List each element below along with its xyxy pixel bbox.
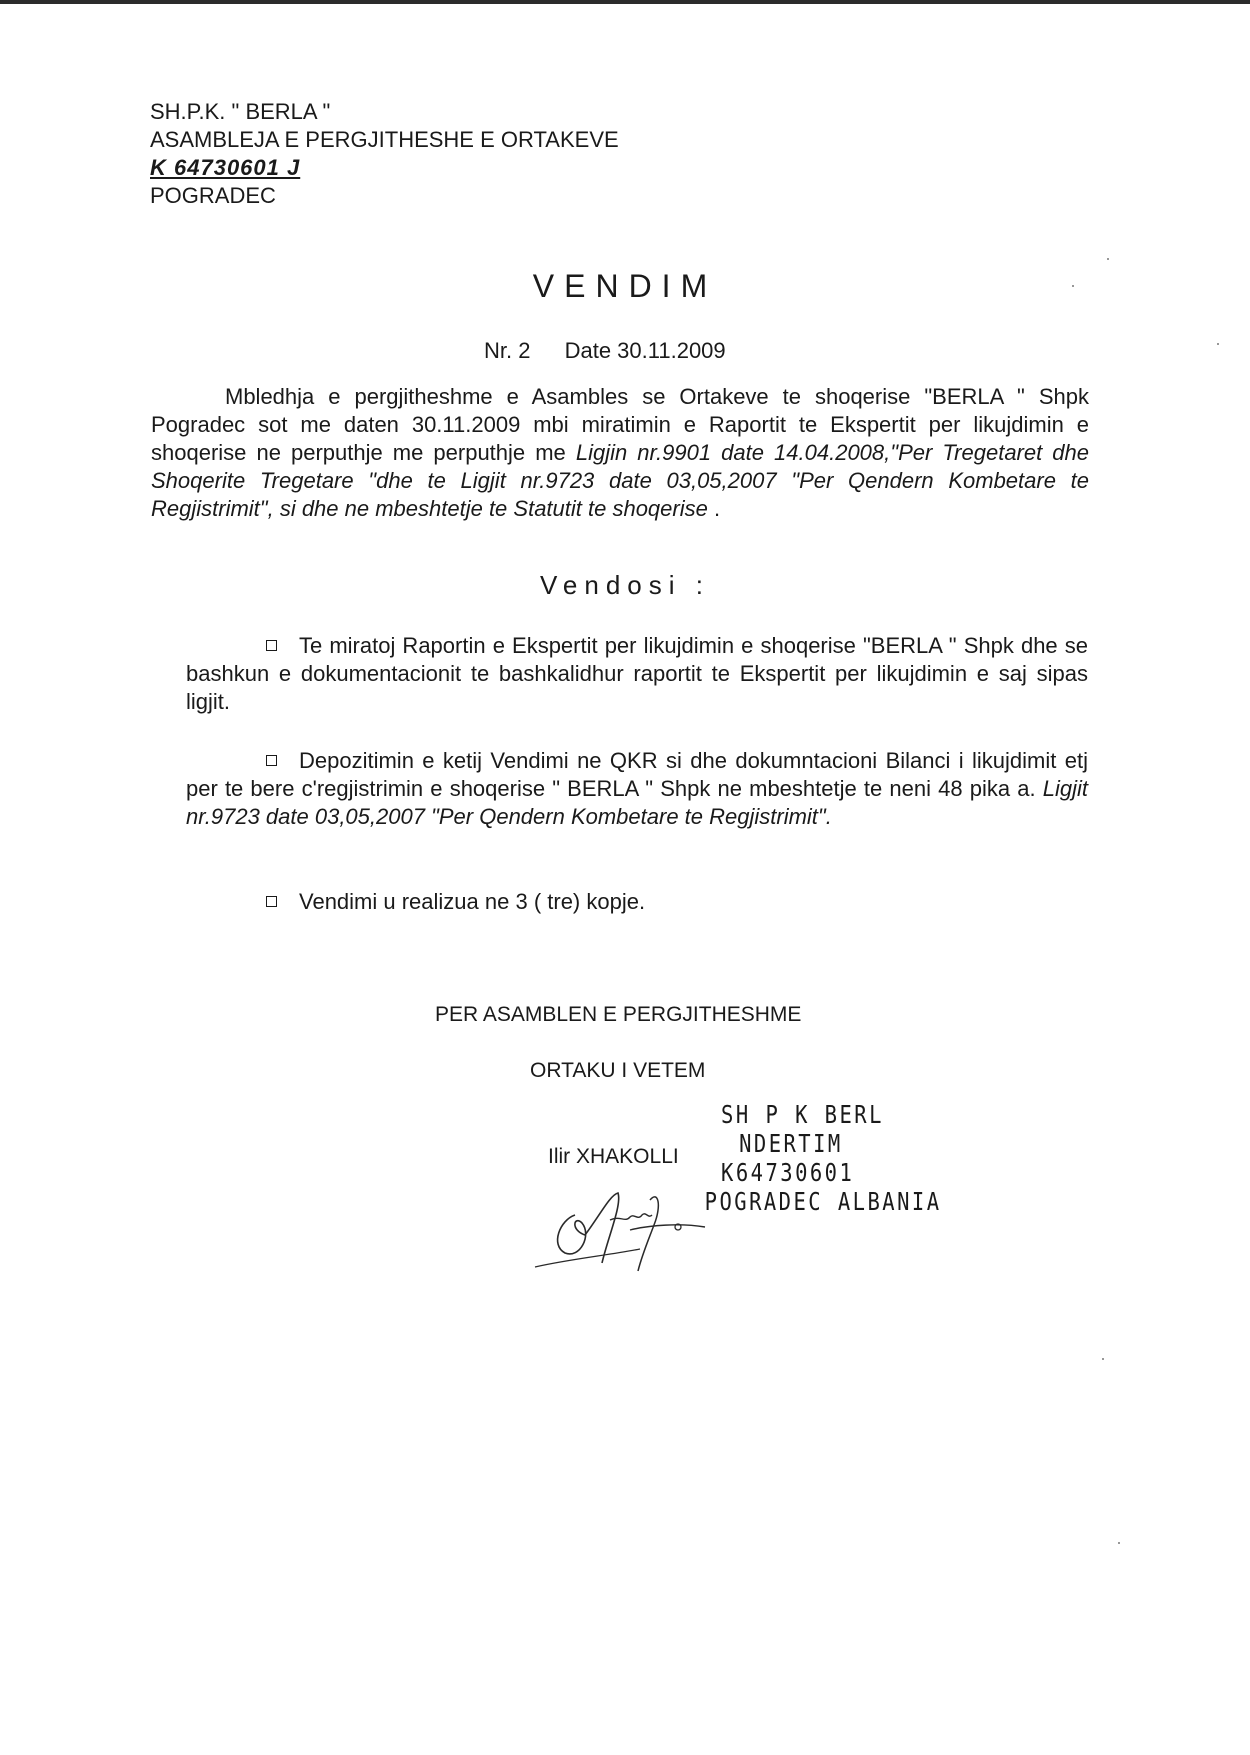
for-assembly-label: PER ASAMBLEN E PERGJITHESHME (435, 1003, 802, 1026)
stamp-line-activity: NDERTIM (739, 1129, 843, 1158)
registration-number: K 64730601 J (150, 155, 301, 180)
decision-item (186, 632, 1088, 716)
intro-law-reference: Ligjin nr.9901 date 14.04.2008,"Per Tregetaret dhe Shoqerite Tregetare "dhe te Ligjit nr.9723 date 03,05,2007 "Per Qendern Kombetare te Regjistrimit", si dhe ne mbeshtetje te Statutit te shoqerise (151, 440, 1089, 521)
document-header (150, 98, 619, 210)
checkbox-bullet-icon (266, 640, 277, 651)
decision-item-text: Vendimi u realizua ne 3 ( tre) kopje. (299, 889, 646, 914)
city-name: POGRADEC (150, 183, 276, 208)
page-top-edge (0, 0, 1250, 4)
sole-partner-label: ORTAKU I VETEM (530, 1059, 706, 1082)
stamp-line-company: SH P K BERL (721, 1100, 884, 1129)
document-title: VENDIM (532, 268, 718, 304)
company-stamp (694, 1100, 941, 1216)
decision-item-text: Te miratoj Raportin e Ekspertit per likujdimin e shoqerise "BERLA " Shpk dhe se bashkun e dokumentacionit te bashkalidhur raportit te Ekspertit per likujdimin e saj sipas ligjit. (186, 633, 1088, 714)
decision-number-line (484, 338, 726, 364)
checkbox-bullet-icon (266, 896, 277, 907)
intro-end: . (707, 496, 721, 521)
assembly-name: ASAMBLEJA E PERGJITHESHE E ORTAKEVE (150, 127, 619, 152)
decision-item (186, 888, 1088, 916)
intro-paragraph (151, 383, 1089, 523)
scan-speck (1217, 343, 1219, 345)
decision-item-text: Depozitimin e ketij Vendimi ne QKR si dhe dokumntacioni Bilanci i likujdimit etj per te bere c'regjistrimin e shoqerise " BERLA " Shpk ne mbeshtetje te neni 48 pika a. (186, 748, 1088, 801)
decision-item-law-reference: Ligjit nr.9723 date 03,05,2007 "Per Qendern Kombetare te Regjistrimit". (186, 776, 1088, 829)
company-name: SH.P.K. " BERLA " (150, 99, 331, 124)
stamp-line-registration: K64730601 (721, 1158, 855, 1187)
scan-speck (1118, 1542, 1120, 1544)
scan-speck (1072, 285, 1074, 287)
scan-speck (1107, 258, 1109, 260)
stamp-line-location: POGRADEC ALBANIA (704, 1187, 942, 1216)
scan-speck (1102, 1358, 1104, 1360)
handwritten-signature (530, 1175, 730, 1275)
decided-heading: Vendosi : (540, 570, 710, 600)
decision-number: Nr. 2 (484, 338, 531, 363)
checkbox-bullet-icon (266, 755, 277, 766)
intro-text: Mbledhja e pergjitheshme e Asambles se Ortakeve te shoqerise "BERLA " Shpk Pogradec sot me daten 30.11.2009 mbi miratimin e Raportit te Ekspertit per likujdimin e shoqerise ne perputhje me perputhje me (151, 384, 1089, 465)
decision-date: Date 30.11.2009 (564, 338, 726, 363)
signer-name: Ilir XHAKOLLI (548, 1145, 679, 1168)
decision-item (186, 747, 1088, 831)
